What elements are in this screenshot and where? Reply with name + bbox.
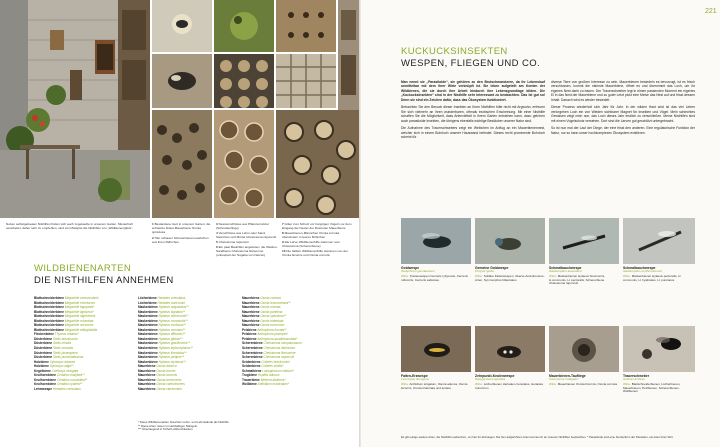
species-latin-name: Thyreus orbatus* [54,332,79,337]
species-german-name: Schmalbiene [242,368,263,373]
caption-10: 10 Die halben Wildbienenhilfe stammen von der Osmia bicornis und Osmia cornuta [282,249,348,257]
species-german-name: Keulhornbiene [34,377,57,382]
species-latin-name: Osmia bicolor [156,368,176,373]
photo-1-bee-on-flower [152,0,212,52]
caption-1: 1 Bestandene Gurt in unserem Garten: die schwarze Distel-Mauerbiene Osmia spinulosa [152,222,211,234]
species-german-name: Blattschneiderbiene [34,318,65,323]
species-latin-name: Osmia brevicornis [156,377,182,382]
species-german-name: Mauerbiene [242,318,261,323]
species-german-name: Mauerbiene [138,377,157,382]
species-german-name: Mauerbiene [138,373,157,378]
caption-8: 8 Mauerbienen-Männchen Osmia cornuta überwintern in leeren Röhrchen [282,231,340,239]
species-german-name: Scherenbiene [242,346,264,351]
species-latin-name: Anthidium manicatum* [257,382,290,387]
body-para-3: Die Aufnahme des Trauerschwebers zeigt ein Weibchen im Anflug an ein Mauerbienennest, welcher sich in einem Bohrloch unserer Hauswand befindet. Dieses recht prominente Bohrloch scheint für [401,126,545,139]
species-german-name: Maskenbiene [138,327,159,332]
species-german-name: Blattschneiderbiene [34,305,65,310]
species-latin-name: Hylaeus signatus** [158,309,185,314]
caption-9: 9 Die Larve Wildbienenhilfe stammen vom Chelostoma (Scherenbiene) [282,240,340,248]
body-column-1 [401,80,545,142]
wasp-card-schmalbauchwespe-1: Schmalbauchwespe Gasteruption assectator Wirte: Maskenbienen Hylaeus brevicornis, H.communis, H. pectoralis, Scherenbiene Chelostoma rapunculi [549,218,619,286]
species-latin-name: Hoplitis adunca [257,373,280,378]
species-german-name: Blattschneiderbiene [34,309,65,314]
species-latin-name: Xylocopa valga** [49,364,74,369]
species-german-name: Maskenbiene [138,346,159,351]
species-latin-name: Anthophora plumipes* [257,332,289,337]
wasp-card-falten-erzwespe: Falten-Erzwespe Leucospis dorsigera Wirte: Anthidium strigatum, Osmia adunca, Osmia bicornis, Osmia tridentata und andere [401,326,471,390]
caption-4: 4 Verschlüsse aus Lehm oder Sand, Steinchen und Mörtel Chelostoma rapunculi [216,231,277,239]
wasp-photo [401,218,471,264]
species-german-name: Maskenbiene [138,305,159,310]
species-german-name: Maskenbiene [138,355,159,360]
species-german-name: Düsterbiene [34,346,54,351]
species-latin-name: Heriades truncorum [157,300,186,305]
species-german-name: Mauerbiene [242,305,261,310]
species-german-name: Maskenbiene [138,323,159,328]
species-german-name: Düsterbiene [34,341,54,346]
species-latin-name: Hylaeus gibbus** [158,336,183,341]
species-latin-name: Hylaeus pictipes** [158,355,184,360]
wildbienen-heading: DIE NISTHILFEN ANNEHMEN [34,275,174,286]
species-latin-name: Heriades crenulatus [157,296,186,300]
species-german-name: Holzbiene [34,364,50,369]
species-column-2 [138,296,193,391]
species-row [242,382,302,387]
species-german-name: Maskenbiene [138,350,159,355]
species-german-name: Maskenbiene [138,314,159,319]
species-latin-name: Megachile centuncularis [64,296,99,300]
species-german-name: Blattschneiderbiene [34,323,65,328]
caption-6: 6 Ein paar Bauhilfen angeboten: die Weiden-Sandbiene Chelostoma florisomne (unbespart der Sugaba von Netzen) [216,245,278,257]
species-german-name: Maskenbiene [138,332,159,337]
species-german-name: Maskenbiene [138,341,159,346]
species-latin-name: Osmia tridentata [260,318,284,323]
body-para-1: Man nennt sie „Parasitoide“, sie gehören zu den Brutschmarotzern, da ihr Lebenslauf unmittelbar mit dem ihrer Wirte verknüpft ist. Sie leben aufgeteilt am Konten der Wildbienen, die sie durch ihre Arbeit hindurch ihre Lebensgrundlage bilden. Die „Kuckucksinsekten“ sind in der Nisthilfe sehr interessant zu beobachten. Das ist gut so! Denn sie sind ein Zeichen dafür, dass das Ökosystem funktioniert. [401,80,545,102]
species-german-name: Trauerbiene [242,377,261,382]
species-latin-name: Osmia adunca [156,364,177,369]
wasp-photo [475,218,545,264]
body-para-2: Betrachten Sie den Besuch dieser Insekten an Ihren Nisthilfen bitte nicht mit Argwohn, erfreuen Sie sich vielmehr an ihren wunderbaren, oftmals exotischen Erscheinung. Mit einer Nisthilfe schaffen Sie die Möglichkeit, dass Artenvielfalt in Ihrem Garten entstehen kann, dazu gehören auch parasitoide Insekten, die übrigens ebenfalls wichtige Bestäuber unserer Natur sind. [401,105,545,123]
species-latin-name: Megachile nigriventris [64,314,96,319]
garden-photo [0,0,150,218]
species-latin-name: Megachile versicolor [64,323,94,328]
species-german-name: Trugbiene [242,373,258,378]
species-latin-name: Megachile willughbiella [64,327,98,332]
species-latin-name: Hylaeus lineolatus** [158,350,187,355]
species-german-name: Wollbiene [242,382,258,387]
species-latin-name: Chelostoma distinctum [263,346,296,351]
photo-6-grid-holes [276,54,336,108]
kuckuck-kicker: KUCKUCKSINSEKTEN [401,46,508,57]
species-german-name: Löcherbiene [138,296,158,300]
species-german-name: Blattschneiderbiene [34,327,65,332]
page-number: 221 [705,8,717,15]
caption-col-1 [152,222,214,244]
species-german-name: Lehmwespe [34,386,53,391]
wasp-photo [549,326,619,372]
photo-9-wood-holes [276,110,359,218]
species-latin-name: Osmia niveata [260,305,281,310]
species-latin-name: Hylaeus styriacus** [158,359,186,364]
species-german-name: Blattschneiderbiene [34,300,65,305]
species-german-name: Düsterbiene [34,350,54,355]
caption-col-2 [216,222,278,257]
wasp-photo [623,326,695,372]
species-german-name: Mauerbiene [242,323,261,328]
species-latin-name: Osmia claviventris [156,386,182,391]
species-german-name: Löcherbiene [138,300,158,305]
species-german-name: Mauerbiene [138,382,157,387]
wasp-card-zehrpunkt-keulenwespe: Zehrpunkt-Keulenwespe Sapyga decemguttata Wirte: Löcherbienen Heriades crenulatus, Heriades truncorum [475,326,545,390]
species-latin-name: Megachile ligniseca* [64,309,94,314]
wasp-card-trauerschweber: Trauerschweber Anthrax anthrax Wirte: Blattschneiderbienen, Löcherbienen, Mauerbienen, Pelzbienen, Scherenbienen, Wollbienen [623,326,695,394]
species-column-1 [34,296,99,391]
species-latin-name: Chelostoma campanularum [263,341,302,346]
species-latin-name: Stelis ornatula [53,346,73,351]
species-row [34,387,99,392]
wasp-photo [623,218,695,264]
species-latin-name: Megachile lagopoda* [64,305,95,310]
species-latin-name: Osmia bicornis [156,373,178,378]
species-german-name: Scherenbiene [242,355,264,360]
species-latin-name: Hylaeus confusus** [158,323,186,328]
species-german-name: Pelzbiene [242,332,258,337]
species-german-name: Holzbiene [34,359,50,364]
body-para-6: So ist nun mal der Lauf der Dinge, der eine frisst den anderen. Eine regulatorische Funktion der Natur, nur so kann unser hochkomplexes Ökosystem existieren. [551,126,695,135]
species-german-name: Maskenbiene [138,336,159,341]
species-latin-name: Hylaeus leptocephalus** [158,346,193,351]
species-german-name: Maskenbiene [138,318,159,323]
species-latin-name: Ceratina cucurbitina** [56,377,88,382]
species-latin-name: Hylaeus difformis** [158,332,186,337]
species-row [138,387,193,392]
species-german-name: Maskenbiene [138,309,159,314]
wasp-photo [475,326,545,372]
photo-4-bee-tube [152,54,212,108]
species-german-name: Mauerbiene [242,314,261,319]
species-latin-name: Ceratina chalybea** [56,373,85,378]
species-latin-name: Anthophora furcata** [257,327,287,332]
species-latin-name: Megachile rotundata [64,318,94,323]
species-latin-name: Stelis punctulatissima [53,355,84,360]
species-german-name: Seidenbiene [242,359,262,364]
species-german-name: Kegelbiene [34,368,52,373]
species-latin-name: Osmia parietina [260,309,283,314]
species-german-name: Düsterbiene [34,355,54,360]
garden-photo-caption: Neben selbstgebauten Nisthilfen finden sich auch zugekaufte in unserem Garten. Musterhaft verarbeitet, daher sehr zu empfehlen, sind zum Beispiel die Nisthilfen von „Wildbienenglück“. [6,222,134,230]
photo-tall-wall [338,0,359,110]
photo-3-wooden-block [276,0,336,52]
photo-7-reed-bundle [152,110,212,218]
species-latin-name: Hylaeus gracilicornis** [158,341,190,346]
species-german-name: Pelzbiene [242,336,258,341]
right-page [361,0,720,447]
species-german-name: Keulhornbiene [34,373,57,378]
species-german-name: Mauerbiene [242,300,261,305]
right-page-footnote: Es gibt einige weitere Arten, die Nisthilfen aufsuchen, um hier ihr abzulegen. Die hier aufgeführten Arten konnte ich an unseren Nisthilfen beobachten. * Parasitoide sind eine Sonderform der Parasiten, sie töten ihren Wirt. [401,435,674,439]
species-latin-name: Osmia leucomelana** [260,300,291,305]
left-page [0,0,359,447]
wasp-card-mauerbienen-taufliege: Mauerbienen-Taufliege Cacoxenus indagator Wirte: Mauerbienen Osmia bicornis, Osmia cornuta [549,326,619,387]
species-german-name: Mauerbiene [138,364,157,369]
wasp-card-goldwespe: Goldwespe Hedychrum gerstaeckeri Wirte: Knotenwespen Cerceris rybyensis, Cerceris ruficornis, Cerceris sabulosa [401,218,471,282]
caption-5: 5 Chelostoma rapunculi [216,240,249,244]
species-german-name: Keulhornbiene [34,382,57,387]
species-latin-name: Stelis minuta [53,341,72,346]
species-german-name: Scherenbiene [242,350,264,355]
photo-8-clay-tubes [214,110,274,218]
caption-col-3 [282,222,356,257]
species-german-name: Blattschneiderbiene [34,314,65,319]
species-latin-name: Osmia spinulosa** [260,314,286,319]
body-para-5: Dieser Prozess wiederholt sich Jahr für Jahr. In der wilden Hast wird ist das viel Leben verlorgehen Loch ein von Wieden sichtbarer Magnet für Insekten und Vögel. Mein schlechtes Gewissen zeigt mich nun, das Loch dieses Jahr endlich zu verschließen. Meine Nisthilfen sind mit einem Vogelschutz versehen. Dort sind die Larven gut geschützt untergebracht. [551,105,695,123]
species-latin-name: Hylaeus communis** [158,318,188,323]
wasp-photo [549,218,619,264]
wasp-card-schmalbauchwespe-2: Schmalbauchwespe Gasteruption erythrostomum Wirte: Maskenbienen Hylaeus pectoralis, H. communis, H. hyalinatus, H. punctatus [623,218,695,282]
species-german-name: Mauerbiene [138,386,157,391]
species-german-name: Düsterbiene [34,336,54,341]
body-para-4: diverse Tiere von großem Interesse zu sein. Mauerbienen besiedeln es bevorzugt, ist es frisch verschlossen, kommt die nächste Mauerbiene, öffnet es und übernimmt das Loch, um ihr eigenes Nest darin zu bauen. Der Trauerschweber legt in einem passenden Moment ein eigenes Ei in das Nest der Mauerbiene und zu guter Letzt pickt eine Meise das Nest auf und frisst dessen Inhalt. Danach wird es wieder besiedelt. [551,80,695,102]
species-latin-name: Anthophora quadrimaculata* [257,336,298,341]
species-latin-name: Hylaeus brevicornis** [158,314,189,319]
species-german-name: Blattschneiderbiene [34,296,65,300]
photo-5-nest-plugs [214,54,274,108]
species-latin-name: Osmia cornuta [260,296,281,300]
species-latin-name: Heriades crenulatus [52,386,81,391]
wildbienen-kicker: WILDBIENENARTEN [34,263,132,274]
species-latin-name: Xylocopa violacea [49,359,76,364]
species-latin-name: Colletes brevicornis* [261,359,291,364]
species-latin-name: Megachile ericetorum [64,300,95,305]
species-latin-name: Lasioglossum nitidum* [262,368,294,373]
species-german-name: Mauerbiene [242,296,261,300]
species-latin-name: Chelostoma rapunculi [263,355,294,360]
species-latin-name: Hylaeus cornutus** [158,327,186,332]
species-german-name: Fleckenbiene [34,332,55,337]
caption-2: 2 Hier schauen Scherenbienen-weibchen aus ihren Röhrchen [152,236,209,244]
species-german-name: Scherenbiene [242,341,264,346]
caption-3: 3 Nestverschlüsse aus Pflanzenmörtel (Schmetterlinge) [216,222,269,230]
species-latin-name: Colletes similis* [261,364,284,369]
species-german-name: Maskenbiene [138,359,159,364]
species-german-name: Mauerbiene [138,368,157,373]
species-latin-name: Stelis breviuscula [53,336,78,341]
species-column-3 [242,296,302,387]
species-footnotes: * Diese Wildbienenarten brauchen Lehm- und Lehmwände als Nisthilfe. ** Diese Arten nisten in markhaltigen Stängeln. *** Überwiegend in Totholz-Abbruchkanten [138,420,230,432]
body-column-2 [551,80,695,138]
kuckuck-heading: WESPEN, FLIEGEN UND CO. [401,58,541,69]
species-latin-name: Stelis phaeoptera [53,350,78,355]
species-latin-name: Coelioxys elongata [51,368,79,373]
species-latin-name: Ceratina cyanea** [56,382,83,387]
species-german-name: Seidenbiene [242,364,262,369]
photo-2-green-moss [214,0,274,52]
species-latin-name: Hylaeus angustatus** [158,305,189,310]
species-german-name: Pelzbiene [242,327,258,332]
species-german-name: Mauerbiene [242,309,261,314]
wasp-photo [401,326,471,372]
caption-7: 7 Gitter zum Schutz vor hungrigen Vögeln vor dem Eingang der Nester der Rostroten Mauerbiene [282,222,352,230]
species-latin-name: Melecta albifrons* [260,377,286,382]
wasp-card-gemeine-goldwespe: Gemeine Goldwespe Chrysis ignita Wirte: Solitäre Faltenwespen, diverse Ancistrocerus-Arten, Symmorphus bifasciatus [475,218,545,282]
species-latin-name: Osmia truncorum [260,323,285,328]
species-latin-name: Chelostoma florisomne [263,350,296,355]
species-latin-name: Osmia caerulescens [156,382,185,387]
